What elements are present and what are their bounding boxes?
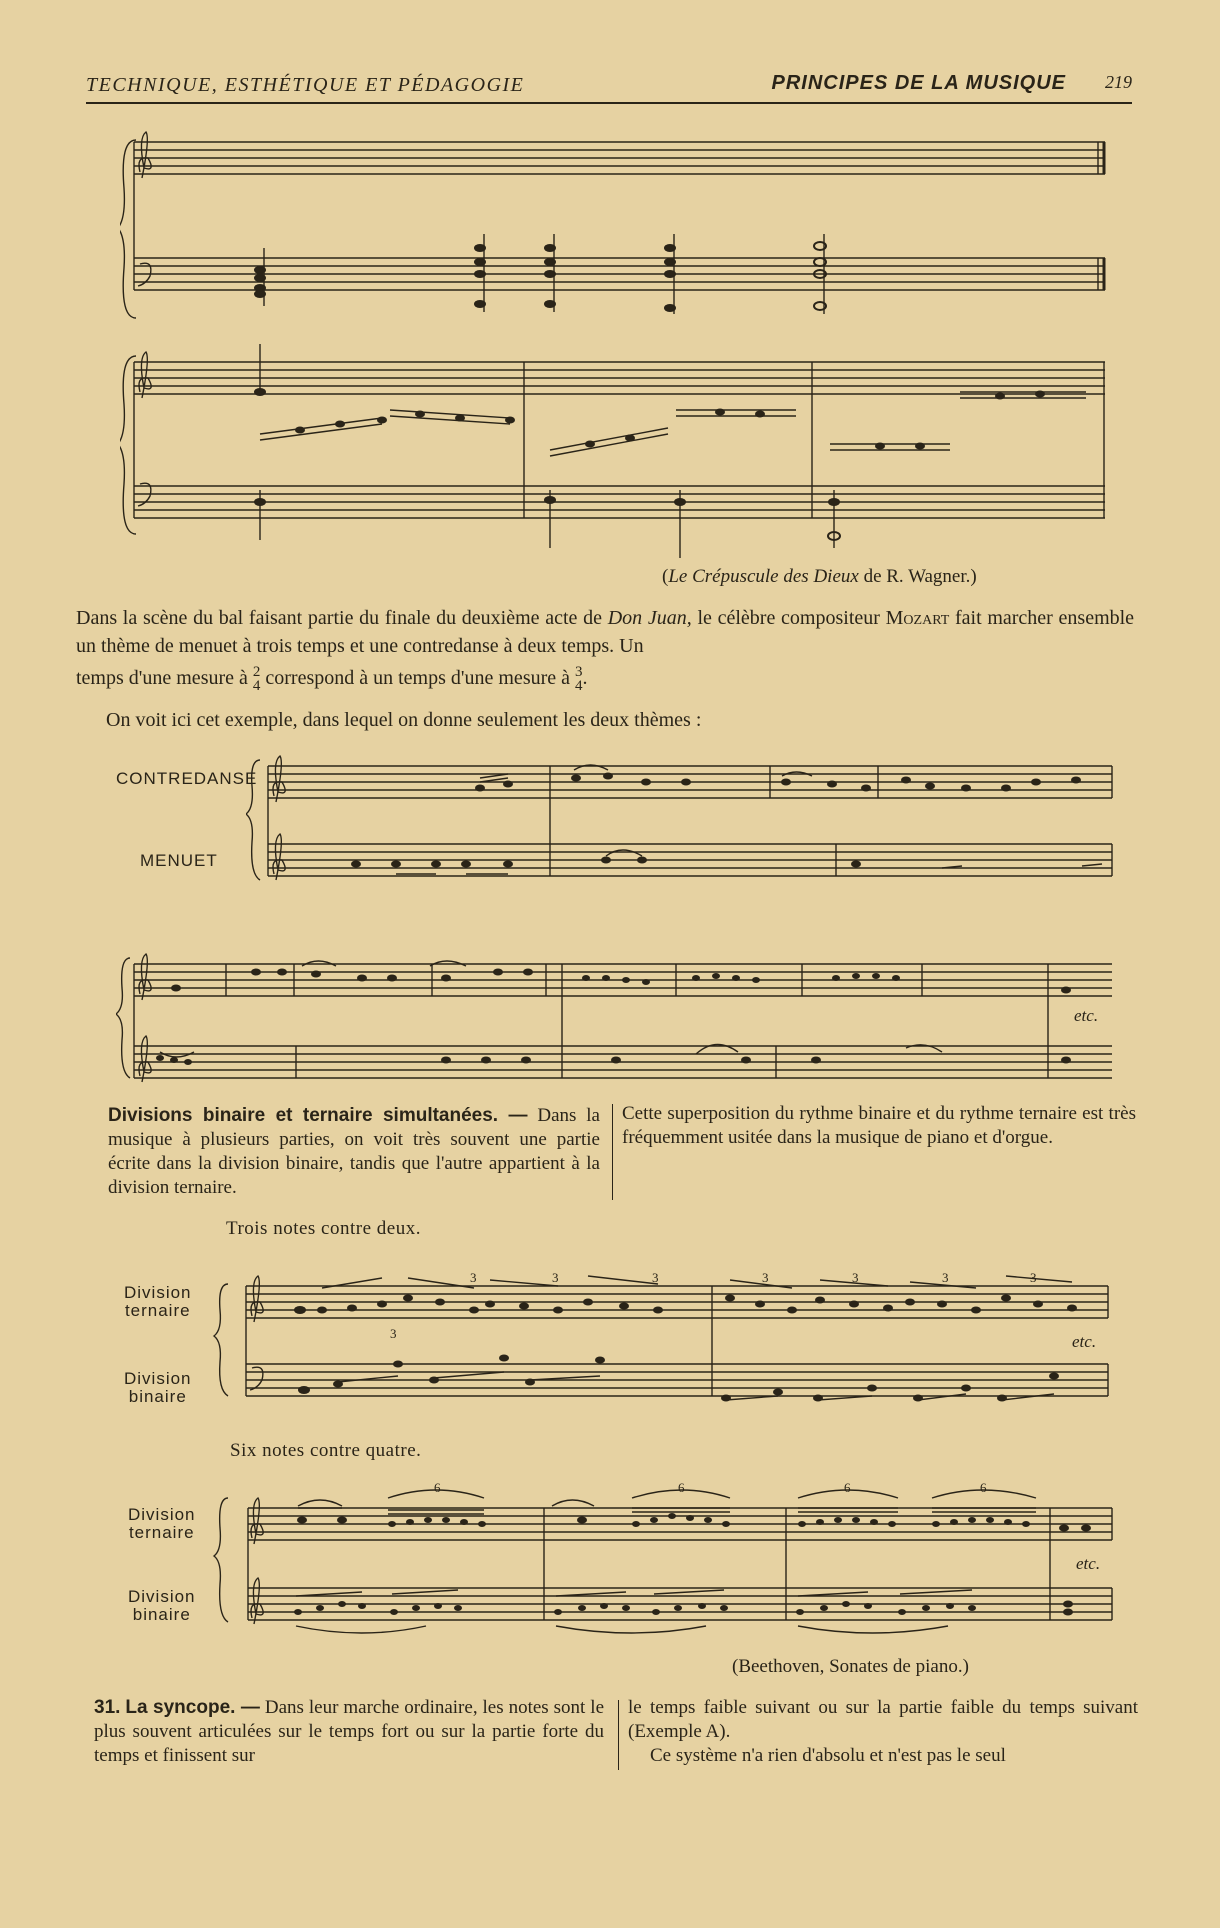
tuplet-three: 3 bbox=[1030, 1270, 1037, 1285]
etc-mozart: etc. bbox=[1074, 1006, 1099, 1025]
paragraph-don-juan bbox=[76, 604, 1134, 660]
label-line: Division bbox=[128, 1505, 196, 1524]
label-line: ternaire bbox=[128, 1523, 195, 1542]
score-mozart-continuation bbox=[116, 948, 1116, 1084]
paragraph-text: correspond à un temps d'une mesure à bbox=[265, 667, 571, 689]
work-title: Don Juan, bbox=[607, 607, 692, 629]
syncope-right-text-2: Ce système n'a rien d'absolu et n'est pas le seul bbox=[650, 1745, 1006, 1766]
divisions-left-text: Dans la musique à plusieurs parties, on voit très souvent une partie écrite dans la division binaire, tandis que l'autre appartient à la division ternaire. bbox=[108, 1105, 600, 1198]
column-divider bbox=[618, 1700, 619, 1770]
tuplet-six: 6 bbox=[678, 1480, 685, 1495]
caption-work-title: Le Crépuscule des Dieux bbox=[668, 566, 859, 587]
paragraph-text: Dans la scène du bal faisant partie du finale du deuxième acte de bbox=[76, 607, 603, 629]
fraction-denominator: 4 bbox=[575, 678, 583, 695]
score-wagner bbox=[120, 128, 1110, 558]
label-division-ternaire-2 bbox=[128, 1506, 196, 1542]
divisions-right-column: Cette superposition du rythme binaire et du rythme ternaire est très fréquemment usitée dans la musique de piano et d'orgue. bbox=[622, 1103, 1136, 1148]
syncope-right-column bbox=[628, 1696, 1138, 1768]
tuplet-three: 3 bbox=[652, 1270, 659, 1285]
divisions-heading: Divisions binaire et ternaire simultanées. — bbox=[108, 1105, 528, 1126]
header-left-title: TECHNIQUE, ESTHÉTIQUE ET PÉDAGOGIE bbox=[86, 74, 525, 96]
paragraph-text: . bbox=[582, 667, 588, 689]
fraction-numerator: 3 bbox=[575, 664, 583, 681]
tuplet-six: 6 bbox=[980, 1480, 987, 1495]
column-divider bbox=[612, 1104, 613, 1200]
tuplet-three: 3 bbox=[852, 1270, 859, 1285]
paragraph-text: fait marcher ensemble un thème de menuet à trois temps et une contredanse à deux temps. Un bbox=[76, 607, 1135, 657]
tuplet-six: 6 bbox=[434, 1480, 441, 1495]
tuplet-three: 3 bbox=[942, 1270, 949, 1285]
syncope-number: 31. bbox=[94, 1697, 121, 1718]
score-trois-contre-deux bbox=[212, 1254, 1112, 1404]
tuplet-six: 6 bbox=[844, 1480, 851, 1495]
fraction-two-four bbox=[253, 665, 261, 693]
etc-trois: etc. bbox=[1072, 1332, 1097, 1351]
fraction-denominator: 4 bbox=[252, 678, 261, 695]
label-division-ternaire-1 bbox=[124, 1284, 192, 1320]
syncope-left-text: Dans leur marche ordinaire, les notes sont le plus souvent articulées sur le temps fort ou sur la partie forte du temps et finissent sur bbox=[94, 1697, 605, 1766]
label-line: Division bbox=[128, 1587, 196, 1606]
running-header bbox=[86, 72, 1132, 102]
label-line: Division bbox=[124, 1283, 192, 1302]
fraction-numerator: 2 bbox=[252, 664, 261, 681]
divisions-left-column bbox=[108, 1104, 600, 1200]
label-line: binaire bbox=[128, 1387, 187, 1406]
composer-name: Mozart bbox=[885, 607, 950, 629]
syncope-heading: La syncope. — bbox=[125, 1697, 260, 1718]
paragraph-exemple: On voit ici cet exemple, dans lequel on donne seulement les deux thèmes : bbox=[106, 709, 702, 731]
tuplet-three: 3 bbox=[552, 1270, 559, 1285]
tuplet-three: 3 bbox=[470, 1270, 477, 1285]
paragraph-text: temps d'une mesure à bbox=[76, 667, 248, 689]
label-line: Division bbox=[124, 1369, 192, 1388]
page-number: 219 bbox=[1105, 72, 1132, 92]
subtitle-trois-notes: Trois notes contre deux. bbox=[226, 1218, 421, 1239]
syncope-right-text-1: le temps faible suivant ou sur la partie faible du temps suivant (Exemple A). bbox=[628, 1697, 1138, 1742]
label-contredanse: CONTREDANSE bbox=[116, 769, 258, 788]
caption-beethoven: (Beethoven, Sonates de piano.) bbox=[732, 1656, 969, 1677]
paragraph-text: le célèbre compositeur bbox=[697, 607, 880, 629]
caption-wagner: (Le Crépuscule des Dieux de R. Wagner.) bbox=[662, 566, 977, 587]
etc-six: etc. bbox=[1076, 1554, 1101, 1573]
label-menuet: MENUET bbox=[140, 851, 218, 870]
tuplet-three: 3 bbox=[762, 1270, 769, 1285]
header-right-title: PRINCIPES DE LA MUSIQUE bbox=[771, 72, 1066, 94]
label-line: binaire bbox=[132, 1605, 191, 1624]
fraction-three-four bbox=[575, 665, 583, 693]
paragraph-fractions bbox=[76, 664, 776, 693]
caption-author: de R. Wagner. bbox=[863, 566, 971, 587]
label-line: ternaire bbox=[124, 1301, 191, 1320]
label-division-binaire-2 bbox=[128, 1588, 196, 1624]
score-six-contre-quatre bbox=[212, 1476, 1116, 1636]
header-rule bbox=[86, 102, 1132, 104]
syncope-left-column bbox=[94, 1696, 604, 1768]
label-division-binaire-1 bbox=[124, 1370, 192, 1406]
subtitle-six-notes: Six notes contre quatre. bbox=[230, 1440, 422, 1461]
score-mozart-themes bbox=[246, 752, 1116, 892]
tuplet-three: 3 bbox=[390, 1326, 397, 1341]
